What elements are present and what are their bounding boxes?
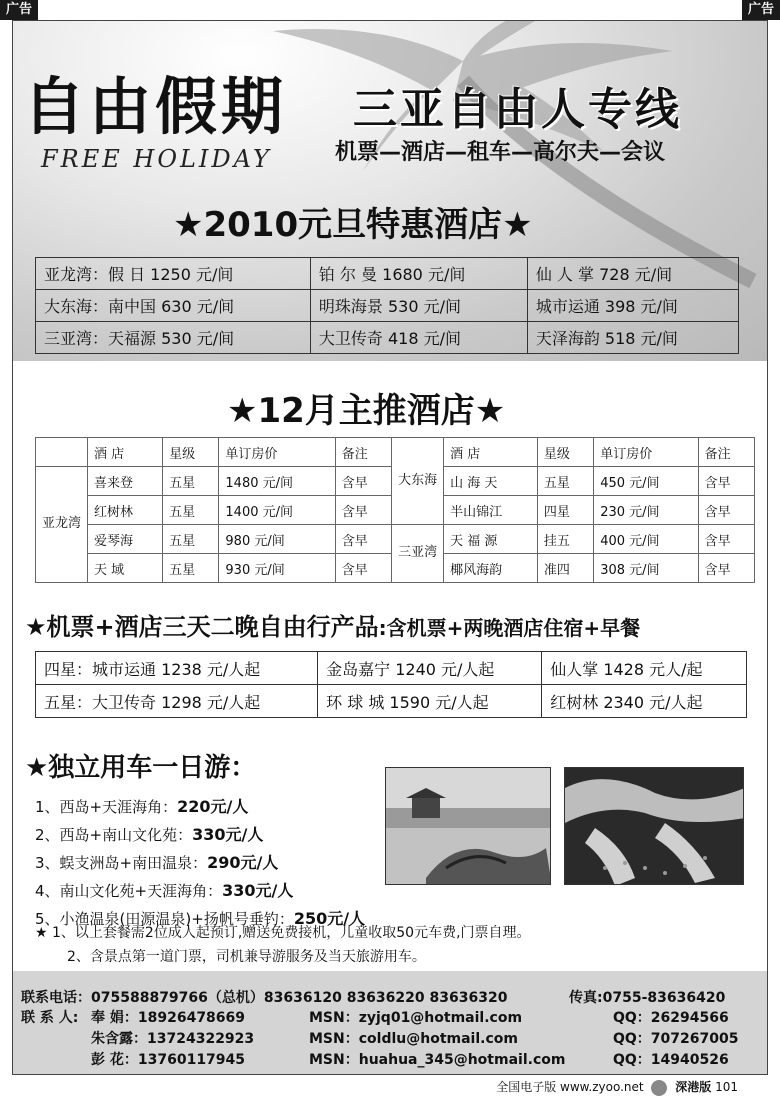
header-cell: 单订房价 [219,438,335,467]
phone-row [21,987,507,1007]
contact-msn: MSN：zyjq01@hotmail.com [309,1010,523,1026]
table-cell: 半山锦江 [444,496,538,525]
december-hotel-title: ★12月主推酒店★ [227,391,506,431]
table-cell: 230 元/间 [594,496,698,525]
table-cell: 1400 元/间 [219,496,335,525]
table-cell: 天 域 [88,554,163,583]
package-title-main: ★机票+酒店三天二晚自由行产品 [25,613,379,641]
tour-price: 250元/人 [293,909,366,928]
table-cell: 五星 [163,525,219,554]
contact-person: 朱含露：13724322923 [91,1031,255,1047]
table-row [36,322,739,354]
table-cell: 400 元/间 [594,525,698,554]
table-cell: 1480 元/间 [219,467,335,496]
header-cell: 酒 店 [88,438,163,467]
table-cell: 三亚湾：天福源 530 元/间 [36,322,311,354]
fax-label: 传真: [569,990,603,1006]
tour-name: 1、西岛+天涯海角： [35,798,178,816]
table-cell: 环 球 城 1590 元/人起 [318,685,542,718]
note-1: ★ 1、以上套餐需2位成人起预订,赠送免费接机，儿童收取50元车费,门票自理。 [35,925,531,941]
list-item [35,849,365,877]
table-cell: 山 海 天 [444,467,538,496]
headline-subtitle: 机票—酒店—租车—高尔夫—会议 [335,140,666,165]
advertisement-page [12,20,768,1075]
table-cell: 明珠海景 530 元/间 [310,290,527,322]
region-cell [36,438,88,467]
phone-label: 联系电话： [21,990,91,1006]
table-cell: 含早 [335,496,391,525]
table-cell: 含早 [698,554,754,583]
list-item [35,793,365,821]
table-cell: 亚龙湾：假 日 1250 元/间 [36,258,311,290]
page-number: 101 [715,1080,738,1094]
table-row [36,652,747,685]
table-cell: 大东海：南中国 630 元/间 [36,290,311,322]
table-cell: 450 元/间 [594,467,698,496]
footer-site: 全国电子版 www.zyoo.net [496,1080,644,1094]
table-cell: 仙 人 掌 728 元/间 [527,258,738,290]
new-year-hotel-table [35,257,739,354]
tour-list [35,793,365,933]
table-cell: 含早 [335,467,391,496]
table-row [36,258,739,290]
tour-notes [35,921,531,969]
tour-price: 290元/人 [207,853,279,872]
tour-price: 330元/人 [192,825,264,844]
car-tour-title: ★独立用车一日游： [25,753,257,783]
list-item [35,821,365,849]
header-cell: 星级 [163,438,219,467]
table-cell: 930 元/间 [219,554,335,583]
region-dadonghai: 大东海 [392,438,444,525]
table-cell: 喜来登 [88,467,163,496]
table-cell: 四星 [537,496,593,525]
contact-person: 彭 花：13760117945 [91,1052,246,1068]
region-sanyawan: 三亚湾 [392,525,444,583]
table-cell: 含早 [698,467,754,496]
contact-qq: QQ：26294566 [613,1010,729,1026]
table-cell: 天泽海韵 518 元/间 [527,322,738,354]
table-cell: 挂五 [537,525,593,554]
contact-msn: MSN：coldlu@hotmail.com [309,1031,518,1047]
table-cell: 五星 [163,554,219,583]
fish-spa-image [565,768,744,885]
table-cell: 红树林 2340 元/人起 [542,685,747,718]
region-yalongwan: 亚龙湾 [36,467,88,583]
table-header-row [36,438,755,467]
table-cell: 大卫传奇 418 元/间 [310,322,527,354]
contact-person: 奉 娟：18926478669 [91,1010,246,1026]
footer-edition: 深港版 [675,1080,712,1094]
tour-name: 4、南山文化苑+天涯海角： [35,882,223,900]
tour-name: 3、蜈支洲岛+南田温泉： [35,854,208,872]
tour-name: 5、小渔温泉(田源温泉)+扬帆号垂钓： [35,910,294,928]
headline-title: 三亚自由人专线 [353,84,682,135]
tour-price: 330元/人 [222,881,294,900]
logo-english: FREE HOLIDAY [41,145,272,173]
fax-row [569,987,725,1007]
fax-number: 0755-83636420 [602,990,726,1006]
ad-label-left: 广告 [0,0,38,20]
table-cell: 爱琴海 [88,525,163,554]
table-cell: 天 福 源 [444,525,538,554]
contact-qq: QQ：707267005 [613,1031,739,1047]
table-row [36,685,747,718]
logo-chinese: 自由假期 [23,70,288,143]
package-title-sub: :含机票+两晚酒店住宿+早餐 [378,616,641,640]
ad-label-right: 广告 [742,0,780,20]
table-cell: 含早 [698,496,754,525]
table-cell: 红树林 [88,496,163,525]
table-cell: 城市运通 398 元/间 [527,290,738,322]
edition-logo-icon [651,1080,667,1096]
contact-qq: QQ：14940526 [613,1052,729,1068]
header-cell: 单订房价 [594,438,698,467]
contact-panel [13,971,767,1075]
table-cell: 含早 [335,525,391,554]
table-cell: 五星 [163,496,219,525]
new-year-hotel-title: ★2010元旦特惠酒店★ [173,205,533,245]
phone-numbers: 075588879766（总机）83636120 83636220 83636320 [91,990,508,1006]
header-cell: 星级 [537,438,593,467]
table-row [36,525,755,554]
december-hotel-table [35,437,755,583]
contact-person-label: 联 系 人: [21,1010,79,1026]
fish-spa-photo [564,767,744,885]
beach-pavilion-photo [385,767,551,885]
table-cell: 含早 [698,525,754,554]
tour-price: 220元/人 [177,797,249,816]
table-cell: 五星 [537,467,593,496]
table-cell: 含早 [335,554,391,583]
contact-msn: MSN：huahua_345@hotmail.com [309,1052,566,1068]
list-item [35,877,365,905]
table-cell: 铂 尔 曼 1680 元/间 [310,258,527,290]
table-cell: 308 元/间 [594,554,698,583]
table-cell: 仙人掌 1428 元人/起 [542,652,747,685]
table-cell: 五星：大卫传奇 1298 元/人起 [36,685,318,718]
package-title [25,607,640,642]
table-cell: 四星：城市运通 1238 元/人起 [36,652,318,685]
table-cell: 980 元/间 [219,525,335,554]
tour-name: 2、西岛+南山文化苑： [35,826,193,844]
header-cell: 酒 店 [444,438,538,467]
table-cell: 椰风海韵 [444,554,538,583]
beach-pavilion-image [386,768,551,885]
table-row [36,290,739,322]
package-table [35,651,747,718]
table-cell: 准四 [537,554,593,583]
table-cell: 金岛嘉宁 1240 元/人起 [318,652,542,685]
header-cell: 备注 [335,438,391,467]
header-cell: 备注 [698,438,754,467]
note-2: 2、含景点第一道门票，司机兼导游服务及当天旅游用车。 [67,949,426,965]
table-cell: 五星 [163,467,219,496]
page-footer [496,1078,738,1096]
